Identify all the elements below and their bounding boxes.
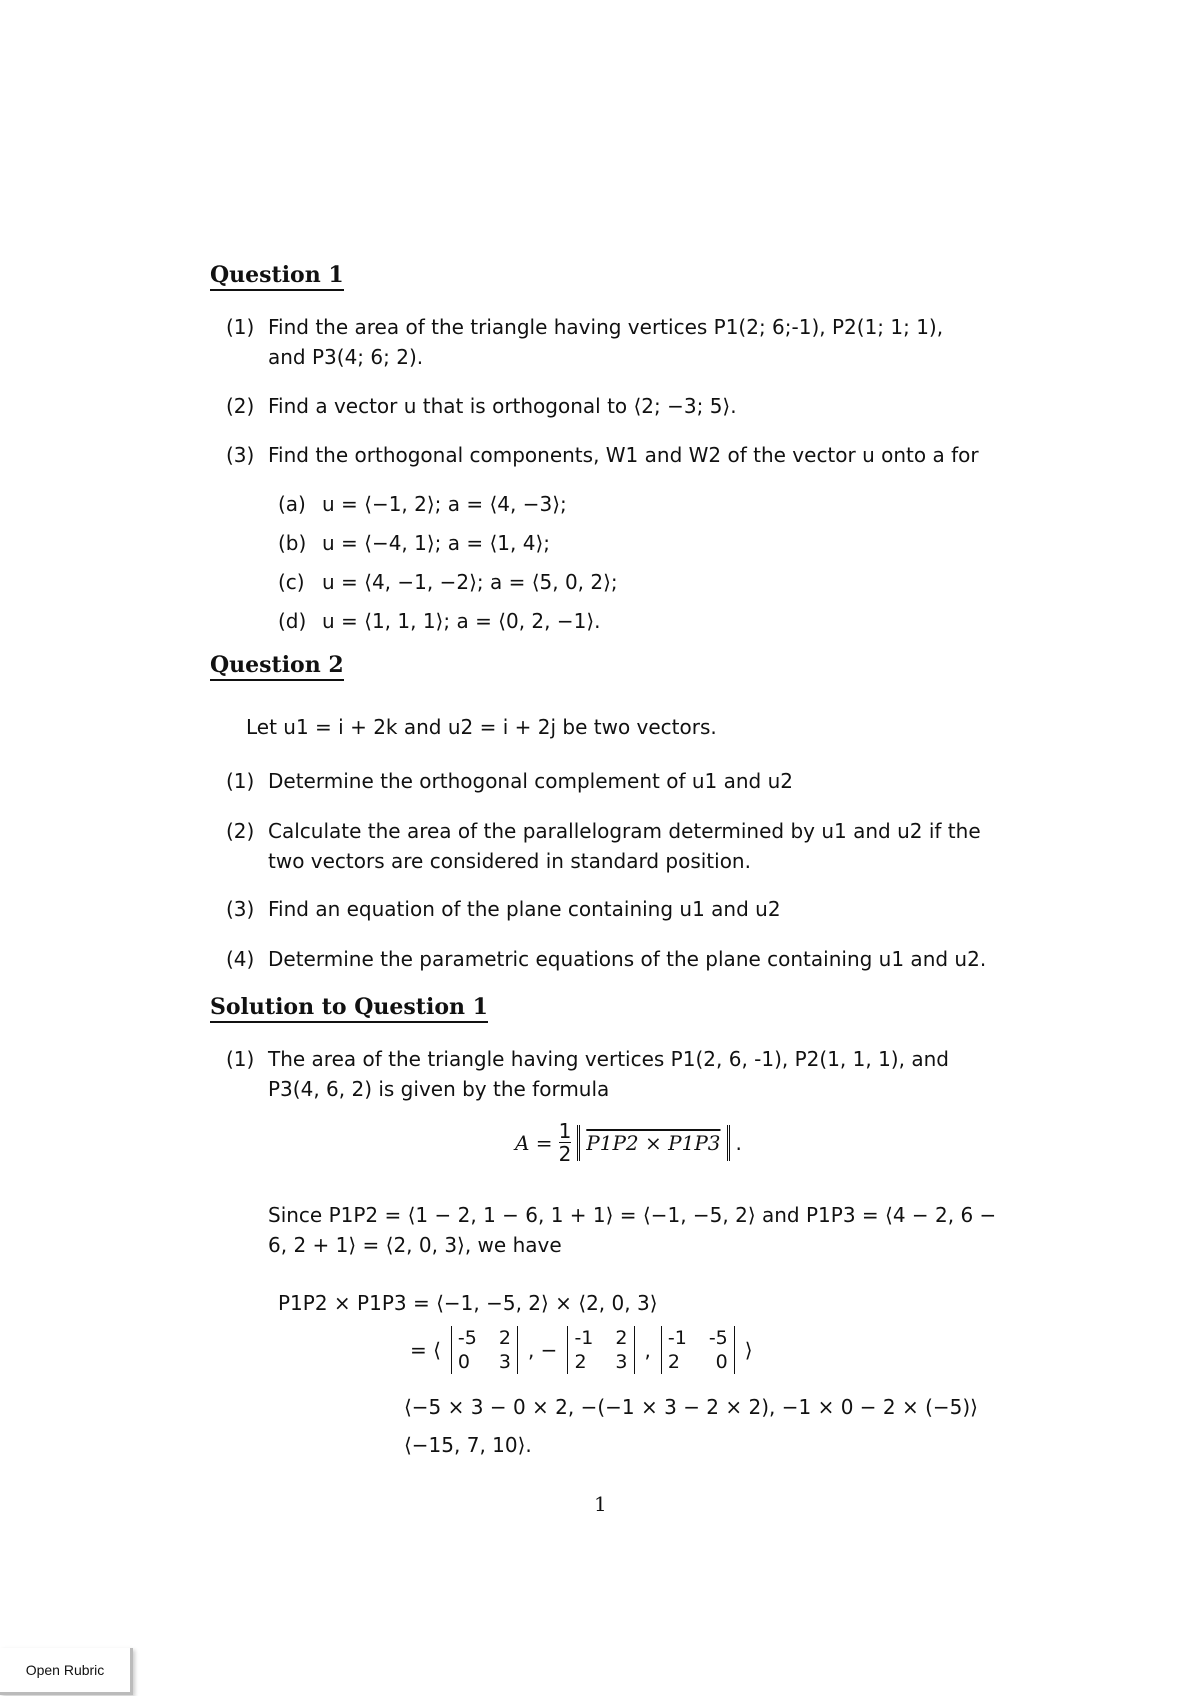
det3-b: -5 <box>708 1327 728 1349</box>
q1-subitem-d-text: u = ⟨1, 1, 1⟩; a = ⟨0, 2, −1⟩. <box>322 609 601 633</box>
q2-item-1-num: (1) <box>226 769 255 793</box>
close-bracket: ⟩ <box>744 1338 753 1362</box>
q2-item-3-line1: Find an equation of the plane containing u1 and u2 <box>268 897 781 921</box>
q2-item-4 <box>226 944 986 974</box>
q1-item-3-line1: Find the orthogonal components, W1 and W2 of the vector u onto a for <box>268 443 979 467</box>
q1-subitem-d-label: (d) <box>278 609 307 633</box>
det3-d: 0 <box>715 1351 728 1373</box>
cross-product-line-2 <box>410 1326 753 1374</box>
q1-subitem-c-text: u = ⟨4, −1, −2⟩; a = ⟨5, 0, 2⟩; <box>322 570 618 594</box>
open-rubric-button[interactable]: Open Rubric <box>0 1648 133 1695</box>
determinant-3 <box>661 1326 735 1374</box>
q1-subitem-b-text: u = ⟨−4, 1⟩; a = ⟨1, 4⟩; <box>322 531 551 555</box>
area-formula-period: . <box>735 1130 742 1155</box>
solution-item-1-line2: P3(4, 6, 2) is given by the formula <box>268 1077 610 1101</box>
q1-item-1-line2: and P3(4; 6; 2). <box>268 345 424 369</box>
q1-item-2-line1: Find a vector u that is orthogonal to ⟨2; −3; 5⟩. <box>268 394 737 418</box>
q1-item-1-line1: Find the area of the triangle having vertices P1(2; 6;-1), P2(1; 1; 1), <box>268 315 944 339</box>
det3-c: 2 <box>667 1351 680 1373</box>
q1-item-1-num: (1) <box>226 315 255 339</box>
q1-subitem-a-text: u = ⟨−1, 2⟩; a = ⟨4, −3⟩; <box>322 492 567 516</box>
q2-item-2 <box>226 816 981 846</box>
q1-item-1 <box>226 312 943 342</box>
determinant-2 <box>567 1326 634 1374</box>
det1-b: 2 <box>498 1327 511 1349</box>
comma: , <box>644 1338 651 1362</box>
det2-c: 2 <box>574 1351 587 1373</box>
area-formula-lhs: A = <box>515 1130 553 1155</box>
q1-subitem-d <box>278 606 601 636</box>
solution-item-1-num: (1) <box>226 1047 255 1071</box>
q1-item-3-num: (3) <box>226 443 255 467</box>
cross-product-line-4: ⟨−15, 7, 10⟩. <box>404 1433 532 1457</box>
q1-subitem-b-label: (b) <box>278 531 307 555</box>
q1-item-3 <box>226 440 979 470</box>
cross-product-line-1: P1P2 × P1P3 = ⟨−1, −5, 2⟩ × ⟨2, 0, 3⟩ <box>278 1291 658 1315</box>
area-formula-norm <box>577 1125 729 1161</box>
cross-product-prefix: = ⟨ <box>410 1338 441 1362</box>
area-formula-denominator: 2 <box>558 1142 572 1166</box>
cross-product-line-3: ⟨−5 × 3 − 0 × 2, −(−1 × 3 − 2 × 2), −1 × 0 − 2 × (−5)⟩ <box>404 1395 978 1419</box>
q2-item-3 <box>226 894 781 924</box>
comma-minus: , − <box>527 1338 558 1362</box>
det1-a: -5 <box>457 1327 477 1349</box>
det3-a: -1 <box>667 1327 687 1349</box>
q2-item-4-num: (4) <box>226 947 255 971</box>
q1-subitem-a-label: (a) <box>278 492 306 516</box>
det2-a: -1 <box>574 1327 594 1349</box>
q2-item-3-num: (3) <box>226 897 255 921</box>
q2-item-2-line1: Calculate the area of the parallelogram determined by u1 and u2 if the <box>268 819 981 843</box>
since-line-1: Since P1P2 = ⟨1 − 2, 1 − 6, 1 + 1⟩ = ⟨−1, −5, 2⟩ and P1P3 = ⟨4 − 2, 6 − <box>268 1203 997 1227</box>
det2-d: 3 <box>615 1351 628 1373</box>
area-formula-numerator: 1 <box>558 1119 572 1143</box>
det2-b: 2 <box>615 1327 628 1349</box>
solution-heading: Solution to Question 1 <box>210 994 488 1023</box>
det1-c: 0 <box>457 1351 471 1373</box>
question-1-heading: Question 1 <box>210 262 344 291</box>
since-line-2: 6, 2 + 1⟩ = ⟨2, 0, 3⟩, we have <box>268 1233 562 1257</box>
det1-d: 3 <box>498 1351 511 1373</box>
area-formula <box>515 1120 742 1165</box>
q1-subitem-b <box>278 528 550 558</box>
question-2-heading: Question 2 <box>210 652 344 681</box>
q1-subitem-c <box>278 567 618 597</box>
solution-item-1-line1: The area of the triangle having vertices P1(2, 6, -1), P2(1, 1, 1), and <box>268 1047 949 1071</box>
area-formula-norm-content: P1P2 × P1P3 <box>586 1130 721 1155</box>
q2-item-4-line1: Determine the parametric equations of the plane containing u1 and u2. <box>268 947 987 971</box>
q2-item-1-line1: Determine the orthogonal complement of u1 and u2 <box>268 769 793 793</box>
q2-item-1 <box>226 766 793 796</box>
solution-item-1 <box>226 1044 949 1074</box>
area-formula-fraction <box>559 1120 572 1165</box>
determinant-1 <box>451 1326 518 1374</box>
q2-item-2-line2: two vectors are considered in standard position. <box>268 849 751 873</box>
q1-item-2 <box>226 391 737 421</box>
q2-intro: Let u1 = i + 2k and u2 = i + 2j be two vectors. <box>246 715 717 739</box>
q1-item-2-num: (2) <box>226 394 255 418</box>
q1-subitem-a <box>278 489 567 519</box>
q1-subitem-c-label: (c) <box>278 570 305 594</box>
page-number: 1 <box>594 1492 607 1516</box>
q2-item-2-num: (2) <box>226 819 255 843</box>
